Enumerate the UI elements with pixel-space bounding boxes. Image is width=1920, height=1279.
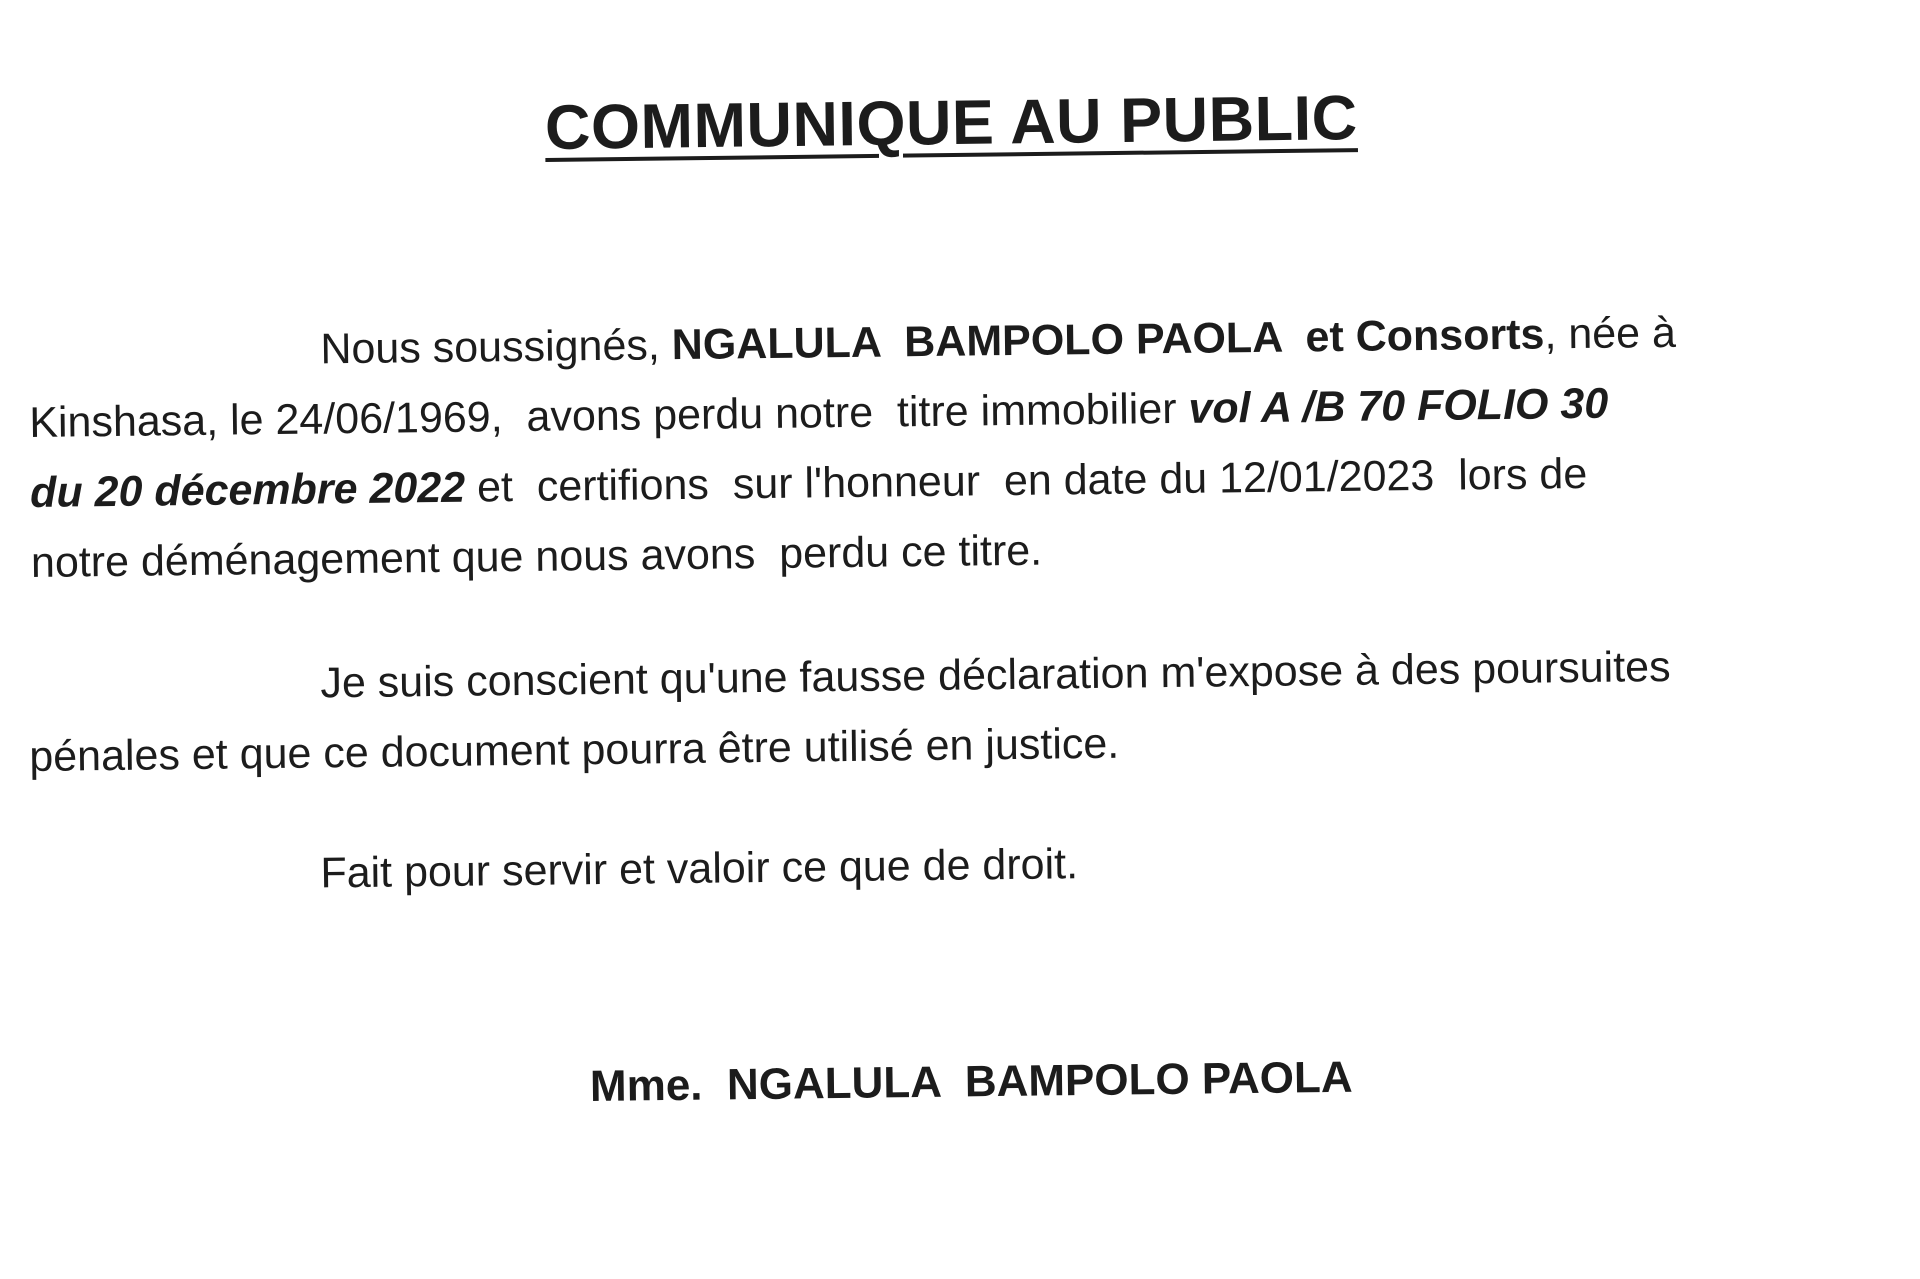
- title-date: du 20 décembre 2022: [29, 463, 466, 517]
- declarant-name: NGALULA BAMPOLO PAOLA et Consorts: [671, 310, 1545, 370]
- document-title: COMMUNIQUE AU PUBLIC: [544, 83, 1359, 163]
- paragraph-line: notre déménagement que nous avons perdu ce titre.: [30, 526, 1043, 587]
- text-run: Kinshasa, le 24/06/1969, avons perdu notre titre immobilier: [28, 384, 1189, 447]
- paragraph-declaration: [28, 295, 1920, 598]
- paragraph-awareness: [28, 629, 1920, 792]
- paragraph-closing: [28, 819, 1920, 912]
- text-run: Nous soussignés,: [320, 321, 673, 374]
- title-reference: vol A /B 70 FOLIO 30: [1188, 379, 1609, 433]
- text-run: , née à: [1544, 308, 1677, 359]
- paragraph-line: Fait pour servir et valoir ce que de droit.: [320, 840, 1079, 898]
- signature-name: Mme. NGALULA BAMPOLO PAOLA: [589, 1052, 1353, 1111]
- paragraph-line: Je suis conscient qu'une fausse déclaration m'expose à des poursuites: [320, 642, 1671, 708]
- paragraph-line: pénales et que ce document pourra être utilisé en justice.: [28, 719, 1120, 781]
- text-run: et certifions sur l'honneur en date du 12/01/2023 lors de: [464, 449, 1588, 512]
